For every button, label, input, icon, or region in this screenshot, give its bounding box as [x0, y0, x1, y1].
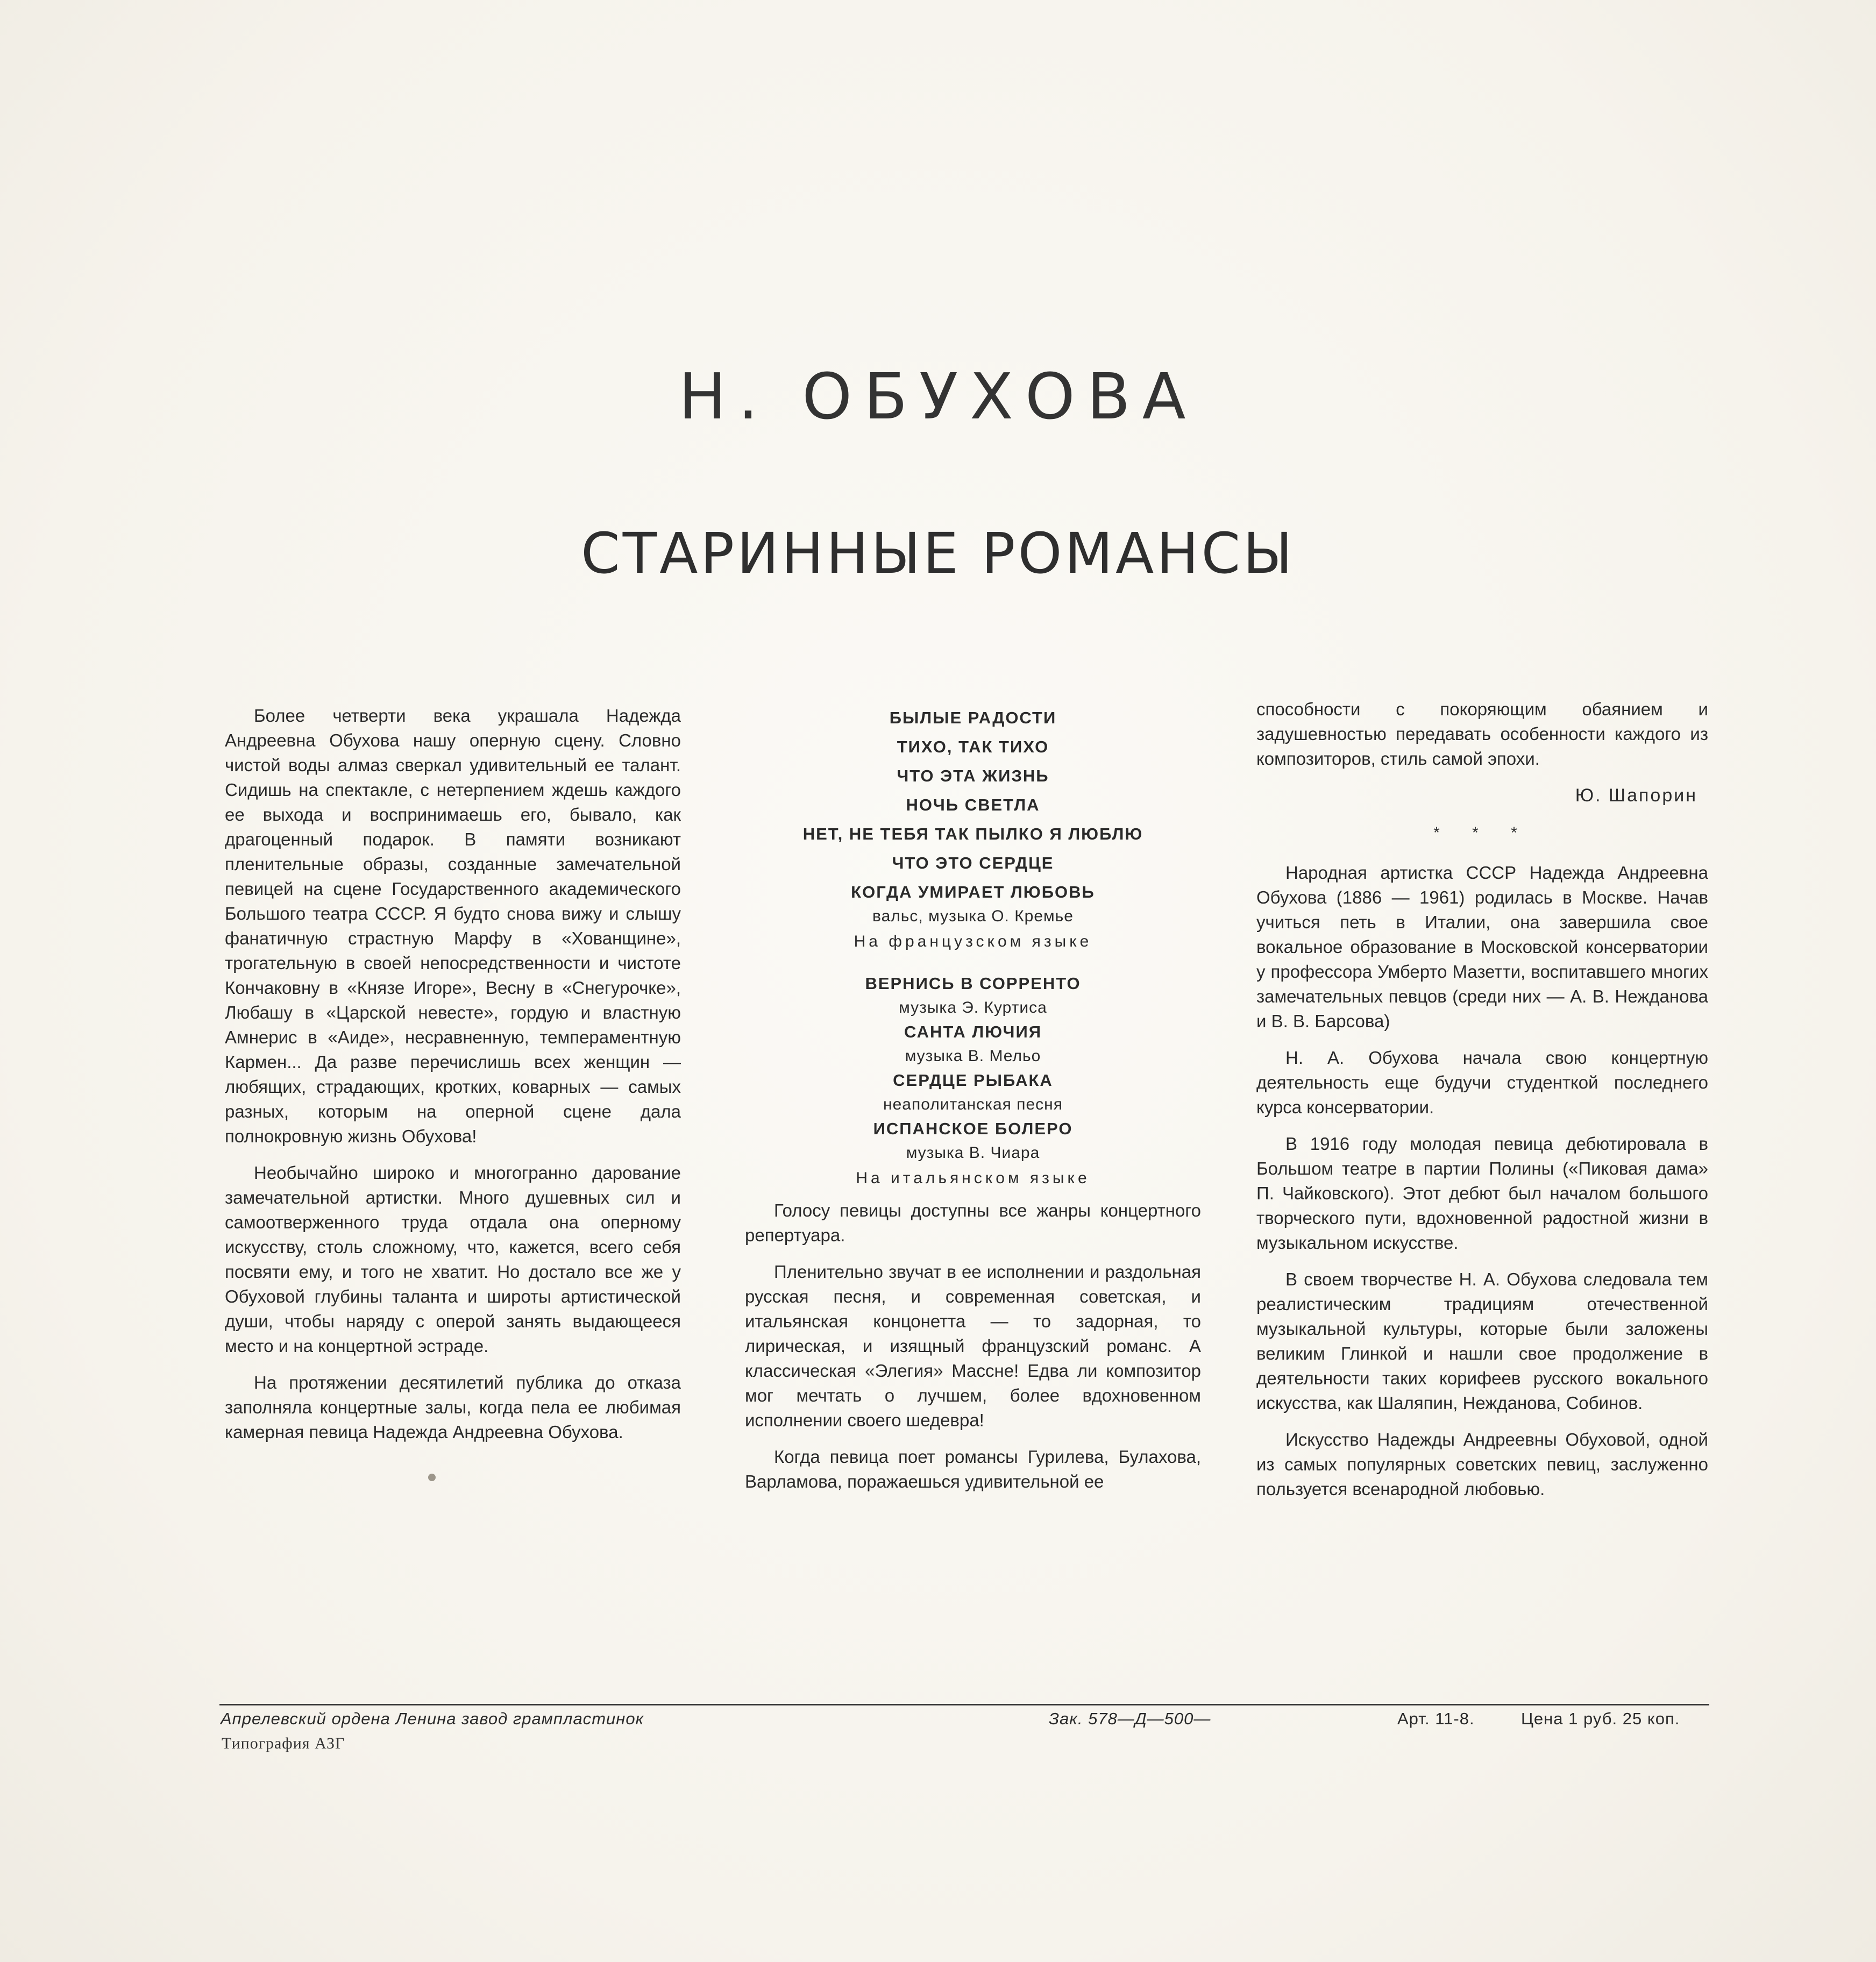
- track-title: КОГДА УМИРАЕТ ЛЮБОВЬ: [851, 883, 1095, 901]
- bio-paragraph: Народная артистка СССР Надежда Андреевна Обухова (1886 — 1961) родилась в Москве. Начав учиться петь в Италии, она завершила свое вокальное образование в Московской консерватории у профессора Умберто Мазетти, воспитавшего многих замечательных певцов (среди них — А. В. Нежданова и В. В. Барсова): [1256, 863, 1708, 1031]
- artist-title: Н. ОБУХОВА: [678, 359, 1198, 433]
- track-title: ВЕРНИСЬ В СОРРЕНТО: [865, 974, 1081, 993]
- footer-article: Арт. 11-8.: [1397, 1709, 1475, 1728]
- left-text-column: [225, 703, 681, 1456]
- track-title: СЕРДЦЕ РЫБАКА: [893, 1071, 1053, 1090]
- track-composer-note: музыка В. Чиара: [906, 1144, 1040, 1162]
- section-separator: * * *: [1433, 824, 1531, 842]
- essay-paragraph: Более четверти века украшала Надежда Андреевна Обухова нашу оперную сцену. Словно чистой воды алмаз сверкал удивительный ее талант. Сидишь на спектакле, с нетерпением ждешь каждого ее выхода и воспринимаешь его, бывало, как драгоценный подарок. В памяти возникают пленительные образы, созданные замечательной певицей на сцене Государственного академического Большого театра СССР. Я будто снова вижу и слышу фанатичную страстную Марфу в «Хованщине», трогательную в своей непосредственности и чистоте Кончаковну в «Князе Игоре», Весну в «Снегурочке», Любашу в «Царской невесте», гордую и властную Амнерис в «Аиде», несравненную, темпераментную Кармен... Да разве перечислишь всех женщин — любящих, страдающих, кротких, коварных — самых разных, которым на оперной сцене дала полнокровную жизнь Обухова!: [225, 706, 681, 1146]
- track-title: ИСПАНСКОЕ БОЛЕРО: [873, 1119, 1073, 1138]
- tracklist: [745, 703, 1201, 1206]
- essay-paragraph: Пленительно звучат в ее исполнении и раздольная русская песня, и современная советская, и итальянская концонетта — то задорная, то лирическая, и изящный французский романс. А классическая «Элегия» Массне! Едва ли композитор мог мечтать о лучшем, более вдохновенном исполнении своего шедевра!: [745, 1262, 1201, 1430]
- footer-order-number: Зак. 578—Д—500—: [1049, 1709, 1211, 1728]
- track-title: БЫЛЫЕ РАДОСТИ: [889, 708, 1057, 727]
- track-composer-note: неаполитанская песня: [883, 1096, 1063, 1113]
- essay-paragraph: На протяжении десятилетий публика до отказа заполняла концертные залы, когда пела ее любимая камерная певица Надежда Андреевна Обухова.: [225, 1373, 681, 1442]
- right-text-column: [1256, 697, 1708, 1513]
- paper-speck: [428, 1474, 436, 1481]
- essay-paragraph: Необычайно широко и многогранно дарование замечательной артистки. Много душевных сил и самоотверженного труда отдала она оперному искусству, столь сложному, что, кажется, всего себя посвяти ему, и того не хватит. Но достало все же у Обуховой глубины таланта и широты артистической души, чтобы наряду с оперой занять выдающееся место и на концертной эстраде.: [225, 1163, 681, 1356]
- footer-divider: [219, 1704, 1709, 1705]
- track-title: НЕТ, НЕ ТЕБЯ ТАК ПЫЛКО Я ЛЮБЛЮ: [802, 824, 1143, 843]
- track-title: ЧТО ЭТА ЖИЗНЬ: [897, 766, 1049, 785]
- essay-paragraph: Когда певица поет романсы Гурилева, Булахова, Варламова, поражаешься удивительной ее: [745, 1447, 1201, 1491]
- bio-paragraph: Н. А. Обухова начала свою концертную деятельность еще будучи студенткой последнего курса консерватории.: [1256, 1048, 1708, 1117]
- essay-paragraph: Голосу певицы доступны все жанры концертного репертуара.: [745, 1200, 1201, 1245]
- footer-price: Цена 1 руб. 25 коп.: [1521, 1709, 1680, 1728]
- footer-plant: Апрелевский ордена Ленина завод грампластинок: [221, 1709, 644, 1728]
- track-composer-note: музыка В. Мельо: [905, 1047, 1041, 1065]
- track-title: ТИХО, ТАК ТИХО: [897, 737, 1049, 756]
- track-composer-note: вальс, музыка О. Кремье: [872, 907, 1074, 925]
- track-title: НОЧЬ СВЕТЛА: [906, 795, 1040, 814]
- middle-text-column: [745, 1198, 1201, 1506]
- language-label-french: На французском языке: [854, 933, 1092, 950]
- track-title: ЧТО ЭТО СЕРДЦЕ: [892, 854, 1054, 872]
- track-title: САНТА ЛЮЧИЯ: [904, 1022, 1042, 1041]
- footer-printer: Типография АЗГ: [222, 1734, 345, 1752]
- bio-paragraph: В своем творчестве Н. А. Обухова следовала тем реалистическим традициям отечественной музыкальной культуры, которые были заложены великим Глинкой и нашли свое продолжение в деятельности таких корифеев русского вокального искусства, как Шаляпин, Нежданова, Собинов.: [1256, 1269, 1708, 1413]
- language-label-italian: На итальянском языке: [856, 1169, 1090, 1187]
- album-subtitle: СТАРИННЫЕ РОМАНСЫ: [581, 521, 1295, 586]
- author-signature: Ю. Шапорин: [1575, 785, 1697, 806]
- bio-paragraph: В 1916 году молодая певица дебютировала в Большом театре в партии Полины («Пиковая дама» П. Чайковского). Этот дебют был началом большого творческого пути, вдохновенной радостной жизни в музыкальном искусстве.: [1256, 1134, 1708, 1253]
- essay-continuation: способности с покоряющим обаянием и задушевностью передавать особенности каждого из композиторов, стиль самой эпохи.: [1256, 699, 1708, 769]
- bio-paragraph: Искусство Надежды Андреевны Обуховой, одной из самых популярных советских певиц, заслуженно пользуется всенародной любовью.: [1256, 1430, 1708, 1499]
- track-composer-note: музыка Э. Куртиса: [899, 999, 1047, 1016]
